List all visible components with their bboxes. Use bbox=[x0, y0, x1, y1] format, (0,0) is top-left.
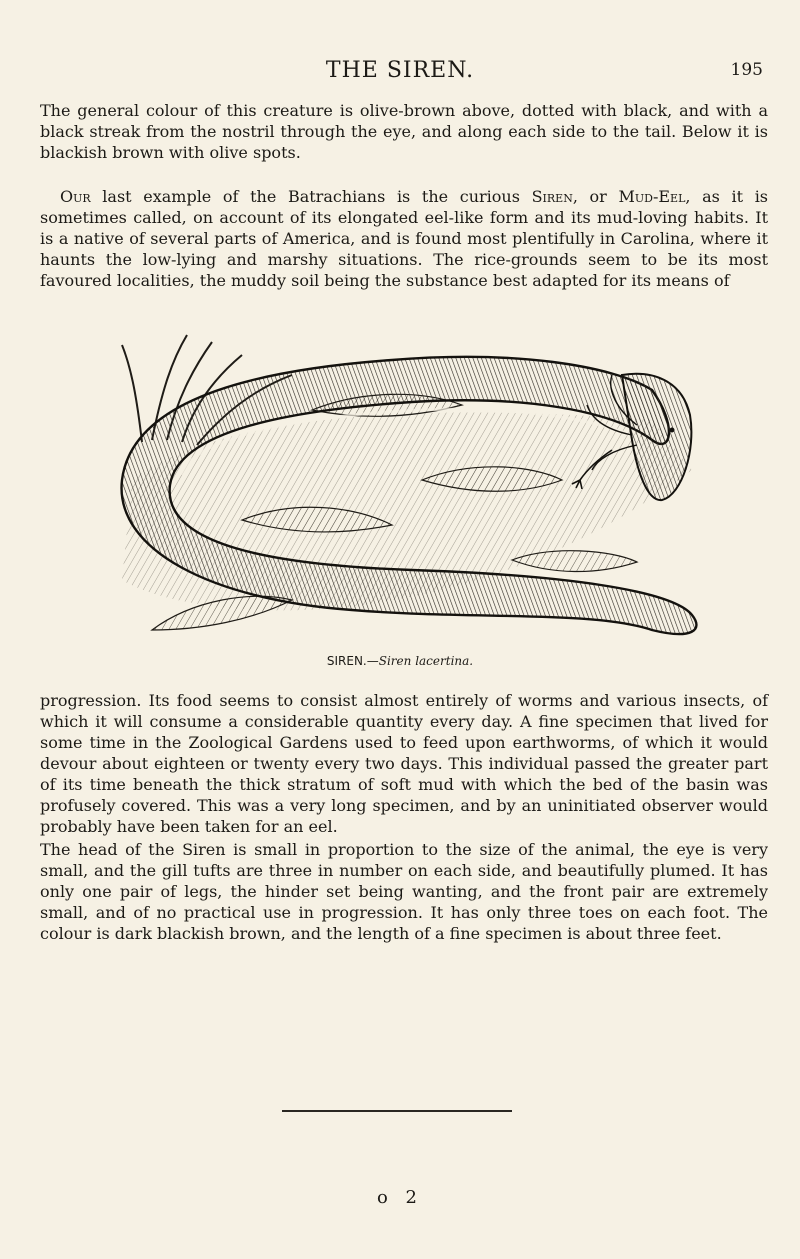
paragraph-text: , or bbox=[572, 187, 619, 206]
signature-mark: o 2 bbox=[376, 1187, 423, 1208]
page-number: 195 bbox=[730, 60, 763, 80]
figure-caption bbox=[0, 654, 800, 668]
paragraph-text: , as it is sometimes called, on account of its elongated eel-like form and its mud-loving habits. It is a native of several parts of America, and is found most plentifully in Carolina, where it haunts the low-lying and marshy situations. The rice-grounds seem to be its most favoured localities, the muddy soil being the substance best adapted for its means of bbox=[40, 187, 769, 290]
term-mud-eel: Mud-Eel bbox=[618, 187, 686, 206]
paragraph-anatomy: The head of the Siren is small in proportion to the size of the animal, the eye is very small, and the gill tufts are three in number on each side, and beautifully plumed. It has only one pair of legs, the hinder set being wanting, and the front pair are extremely small, and of no practical use in progression. It has only three toes on each foot. The colour is dark blackish brown, and the length of a fine specimen is about three feet. bbox=[40, 840, 768, 943]
caption-label: SIREN.— bbox=[326, 654, 379, 668]
paragraph-lead-word: Our bbox=[60, 187, 91, 206]
paragraph-siren-intro bbox=[40, 186, 768, 291]
running-title: THE SIREN. bbox=[325, 58, 475, 83]
term-siren: Siren bbox=[531, 187, 573, 206]
section-rule bbox=[282, 1110, 512, 1112]
paragraph-food-habits: progression. Its food seems to consist almost entirely of worms and various insects, of which it will consume a considerable quantity every day. A fine specimen that lived for some time in the Zoological Gardens used to feed upon earthworms, of which it would devour about eighteen or twenty every two days. This individual passed the greater part of its time beneath the thick stratum of soft mud with which the bed of the basin was profusely covered. This was a very long specimen, and by an uninitiated observer would probably have been taken for an eel. bbox=[40, 691, 768, 836]
paragraph-colour-description: The general colour of this creature is olive-brown above, dotted with black, and with a black streak from the nostril through the eye, and along each side to the tail. Below it is blackish brown with olive spots. bbox=[40, 101, 768, 162]
caption-species: Siren lacertina. bbox=[378, 654, 474, 668]
siren-engraving bbox=[92, 330, 710, 648]
paragraph-text: last example of the Batrachians is the curious bbox=[90, 187, 532, 206]
